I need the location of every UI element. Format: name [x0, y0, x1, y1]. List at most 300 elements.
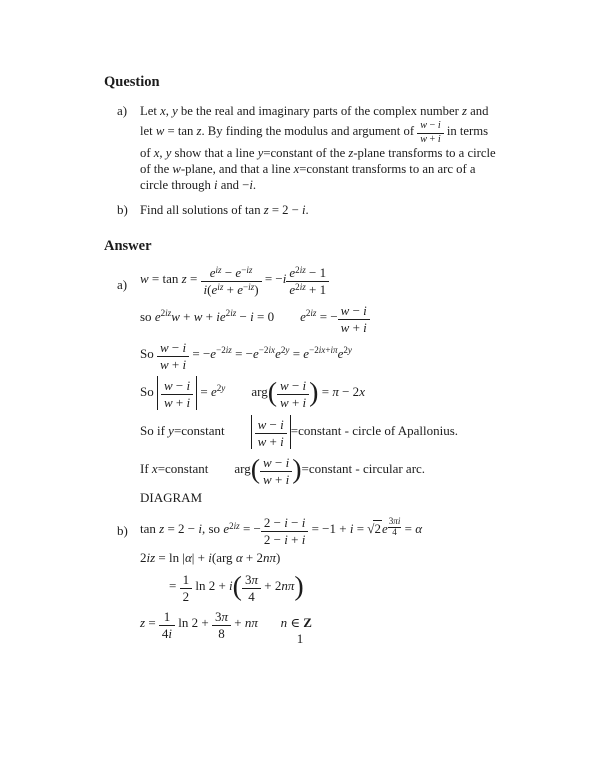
math-text: , — [165, 104, 173, 118]
math-text: + — [202, 308, 217, 324]
denominator — [417, 134, 443, 145]
math-variable: w — [171, 308, 180, 324]
math-text: + — [427, 134, 438, 146]
math-variable: i — [301, 203, 306, 218]
question-text-line — [140, 103, 564, 119]
math-variable: e — [289, 265, 296, 281]
answer-item-a — [104, 264, 564, 505]
math-variable: e — [289, 282, 296, 298]
math-line — [140, 551, 564, 566]
fraction — [388, 517, 402, 537]
math-variable: w — [420, 120, 427, 131]
math-text: −2 — [216, 345, 226, 356]
math-text: = 2 − — [164, 521, 199, 537]
question-item-b-body — [140, 202, 564, 218]
document-content — [104, 74, 564, 649]
math-variable: e — [154, 308, 161, 324]
math-text: − — [288, 377, 303, 393]
fraction — [180, 571, 193, 603]
math-variable: e — [223, 521, 230, 537]
numerator — [212, 608, 231, 626]
math-variable: y — [285, 345, 290, 356]
superscript — [309, 346, 338, 355]
math-variable: i — [229, 578, 233, 594]
math-text: + — [325, 345, 331, 356]
denominator — [201, 282, 262, 296]
math-variable: iz — [165, 308, 172, 319]
math-variable: iz — [217, 282, 224, 293]
math-line — [140, 454, 564, 486]
close-paren-icon: ) — [294, 571, 304, 603]
denominator — [157, 357, 189, 371]
numerator — [242, 571, 261, 589]
math-variable: iz — [230, 308, 237, 319]
math-variable: z — [196, 124, 202, 139]
math-variable: w — [263, 471, 272, 487]
math-text: + — [179, 308, 194, 324]
denominator — [286, 282, 329, 296]
fraction — [277, 377, 309, 409]
math-text: of the — [140, 162, 173, 177]
math-text: 4 — [392, 527, 397, 538]
paren-group — [268, 377, 319, 409]
math-variable: y — [165, 146, 172, 161]
math-text: − — [266, 416, 281, 432]
question-text-line — [140, 119, 564, 145]
math-text: and — [466, 104, 489, 118]
math-text: be the real and imaginary parts of the complex number — [177, 104, 463, 118]
superscript — [217, 384, 226, 393]
math-text: so — [140, 308, 155, 324]
math-variable: y — [168, 422, 174, 438]
math-variable: e — [300, 308, 306, 324]
math-text: − — [221, 265, 236, 281]
math-text: − — [241, 265, 247, 276]
math-text: − — [349, 302, 364, 318]
math-text: ln 2 + — [192, 578, 230, 594]
answer-item-b-label: b) — [117, 523, 128, 539]
numerator — [261, 514, 308, 532]
superscript — [216, 346, 232, 355]
numerator — [157, 339, 189, 357]
math-line — [169, 571, 564, 603]
math-variable: i — [437, 134, 441, 146]
fraction — [255, 416, 287, 448]
math-line — [140, 415, 564, 449]
math-variable: w — [257, 433, 267, 449]
math-variable: π — [221, 609, 228, 625]
question-text-line — [140, 177, 564, 193]
math-text: = — [169, 578, 180, 594]
math-variable: w — [340, 319, 350, 335]
math-text: -plane, and that a line — [180, 162, 294, 177]
math-text: −2 — [309, 345, 319, 356]
math-text: show that a line — [171, 146, 258, 161]
denominator — [161, 395, 193, 409]
close-paren-icon: ) — [292, 453, 302, 485]
math-text: 4 — [161, 626, 169, 642]
math-line — [140, 514, 564, 546]
math-text: 2 − — [263, 515, 285, 531]
math-text: =constant - circle of Apallonius. — [290, 422, 459, 438]
math-text: = — [353, 521, 368, 537]
fraction — [242, 571, 261, 603]
math-variable: w — [257, 416, 267, 432]
math-text: =constant transforms to an arc of a — [299, 162, 476, 177]
superscript — [229, 522, 240, 531]
math-text: = − — [261, 271, 283, 287]
denominator — [242, 589, 261, 603]
math-text: 2 − — [263, 532, 285, 548]
math-text: 2 — [374, 521, 381, 537]
math-variable: i — [280, 433, 284, 449]
math-variable: w — [163, 394, 173, 410]
math-variable: iz — [225, 345, 232, 356]
math-variable: y — [221, 383, 226, 394]
superscript — [295, 266, 306, 275]
absolute-value — [157, 376, 197, 410]
math-text: 2 — [280, 345, 286, 356]
math-variable: iz — [146, 550, 156, 566]
math-text: = ln | — [155, 550, 185, 566]
math-text: 2 — [295, 265, 300, 276]
superscript — [281, 346, 290, 355]
math-variable: i — [349, 521, 354, 537]
denominator — [180, 589, 193, 603]
math-text: −2 — [258, 345, 269, 356]
denominator — [260, 472, 292, 486]
math-variable: w — [280, 377, 289, 393]
math-text: ) — [276, 550, 281, 566]
math-text: − 2 — [338, 383, 360, 399]
math-variable: i — [168, 626, 173, 642]
math-variable: x — [151, 460, 158, 476]
answer-item-b — [104, 514, 564, 640]
math-text: + 1 — [305, 282, 327, 298]
math-variable: i — [186, 394, 191, 410]
math-variable: x — [359, 383, 365, 399]
math-variable: i — [250, 308, 254, 324]
math-text: 2 — [343, 345, 348, 356]
math-text: =constant of the — [263, 146, 349, 161]
math-variable: e — [237, 282, 243, 298]
math-variable: y — [257, 146, 264, 161]
denominator — [277, 395, 309, 409]
math-text: 2 — [225, 308, 231, 319]
numerator — [180, 571, 193, 589]
absolute-value — [251, 415, 291, 449]
math-variable: x — [153, 146, 160, 161]
fraction — [338, 302, 370, 334]
math-text: So if — [140, 422, 169, 438]
math-variable: i — [363, 319, 367, 335]
math-variable: i — [282, 271, 287, 287]
fraction — [261, 514, 308, 546]
math-variable: π — [251, 572, 258, 588]
math-text: 1 — [163, 609, 171, 625]
math-variable: ix — [268, 345, 276, 356]
math-text: ( — [207, 282, 212, 298]
math-variable: e — [337, 345, 344, 361]
math-variable: α — [184, 550, 192, 566]
math-text: So — [140, 345, 157, 361]
math-variable: nπ — [281, 578, 295, 594]
math-variable: i — [284, 532, 288, 548]
math-text: ) — [254, 282, 259, 298]
math-text: | + — [191, 550, 209, 566]
numerator — [201, 264, 262, 282]
math-variable: e — [210, 383, 217, 399]
math-line — [140, 264, 564, 296]
math-variable: w — [163, 377, 173, 393]
math-text: in terms — [443, 124, 489, 139]
math-text: 3 — [388, 516, 394, 527]
math-line — [140, 339, 564, 371]
math-variable: ix — [318, 345, 326, 356]
diagram-placeholder — [140, 491, 564, 506]
math-text: ∈ — [287, 615, 304, 631]
numerator — [277, 377, 309, 395]
math-variable: w — [280, 394, 289, 410]
math-text: + — [287, 532, 302, 548]
close-paren-icon: ) — [309, 376, 319, 408]
open-paren-icon: ( — [250, 453, 261, 485]
math-text: + — [349, 319, 364, 335]
superscript — [306, 309, 317, 318]
math-variable: w — [420, 134, 427, 146]
numerator — [161, 377, 193, 395]
math-text: 2 — [305, 308, 311, 319]
math-variable: e — [235, 265, 242, 281]
math-variable: i — [284, 515, 288, 531]
math-variable: i — [249, 178, 253, 193]
math-variable: x — [293, 162, 300, 177]
math-text: =constant - circular arc. — [301, 460, 426, 476]
answer-item-b-body — [140, 514, 564, 640]
math-variable: w — [172, 162, 181, 177]
question-text-line — [140, 145, 564, 161]
math-variable: i — [285, 471, 290, 487]
math-variable: iz — [246, 265, 253, 276]
math-text: , — [159, 146, 166, 161]
question-item-b-label: b) — [117, 202, 128, 218]
math-text: = − — [239, 521, 261, 537]
superscript — [295, 283, 306, 292]
math-text: = — [186, 271, 201, 287]
denominator — [261, 532, 308, 546]
superscript — [388, 517, 402, 537]
math-text: DIAGRAM — [140, 489, 203, 505]
math-variable: α — [415, 521, 423, 537]
math-text — [258, 615, 281, 630]
numerator — [260, 454, 292, 472]
question-item-b — [104, 202, 564, 218]
superscript — [226, 309, 237, 318]
math-text: Let — [140, 104, 161, 118]
math-text: of — [140, 146, 154, 161]
open-paren-icon: ( — [267, 376, 278, 408]
superscript — [241, 266, 252, 275]
numerator — [255, 416, 287, 434]
fraction — [201, 264, 262, 296]
math-text: − 1 — [305, 265, 327, 281]
math-variable: w — [340, 302, 350, 318]
math-variable: e — [209, 265, 216, 281]
math-text: =constant — [173, 422, 251, 438]
math-text: + — [172, 394, 187, 410]
math-text: + — [271, 471, 286, 487]
math-variable: w — [155, 124, 165, 139]
math-text: 2 — [140, 550, 147, 566]
math-text: and − — [217, 178, 250, 193]
math-text: − — [168, 339, 183, 355]
numerator — [338, 302, 370, 320]
math-variable: z — [263, 203, 269, 218]
fraction — [417, 119, 443, 145]
math-text: = tan — [164, 124, 197, 139]
math-variable: iz — [299, 265, 306, 276]
math-variable: πi — [393, 516, 401, 527]
math-variable: z — [462, 104, 467, 118]
question-item-a — [104, 103, 564, 193]
bold-symbol: Z — [303, 615, 312, 631]
fraction — [161, 377, 193, 409]
answer-heading: Answer — [104, 238, 152, 255]
math-variable: π — [332, 383, 339, 399]
math-variable: e — [210, 345, 217, 361]
math-variable: i — [280, 416, 284, 432]
math-variable: z — [348, 146, 354, 161]
math-variable: i — [213, 178, 218, 193]
math-text: If — [140, 460, 152, 476]
math-text — [225, 383, 251, 398]
math-text: . By finding the modulus and argument of — [201, 124, 418, 139]
math-variable: i — [437, 120, 441, 131]
superscript — [215, 266, 221, 275]
numerator — [417, 119, 443, 134]
math-text: = — [318, 383, 333, 399]
math-text: 2 — [160, 308, 166, 319]
math-text: + — [266, 433, 281, 449]
math-text: = − — [231, 345, 254, 361]
math-text: -plane transforms to a circle — [353, 146, 496, 161]
math-variable: e — [275, 345, 281, 361]
answer-item-a-label: a) — [117, 277, 128, 293]
math-variable: w — [159, 356, 169, 372]
fraction — [260, 454, 292, 486]
math-text: arg — [251, 383, 268, 399]
math-variable: e — [303, 345, 310, 361]
question-item-a-body — [140, 103, 564, 193]
math-text: = − — [316, 308, 338, 324]
math-variable: w — [159, 339, 169, 355]
numerator — [286, 264, 329, 282]
math-text: = 2 − — [268, 203, 302, 218]
math-text: + 2 — [242, 550, 263, 566]
math-text: = — [197, 383, 211, 399]
math-variable: i — [301, 532, 306, 548]
math-variable: e — [253, 345, 259, 361]
math-variable: nπ — [244, 615, 258, 631]
math-text: 1 — [182, 572, 190, 588]
math-text: let — [140, 124, 156, 139]
question-item-a-label: a) — [117, 103, 128, 118]
math-text: − — [172, 377, 187, 393]
denominator — [255, 434, 287, 448]
math-variable: nπ — [262, 550, 276, 566]
math-variable: n — [280, 615, 288, 631]
math-text: = 0 — [253, 308, 301, 324]
math-variable: w — [140, 271, 149, 287]
math-text: 8 — [218, 626, 225, 642]
math-variable: i — [186, 377, 191, 393]
radical-icon: √ — [367, 521, 375, 537]
math-text: + — [231, 615, 245, 631]
math-variable: i — [285, 454, 290, 470]
math-variable: i — [302, 377, 307, 393]
math-variable: i — [301, 515, 306, 531]
math-text: = − — [189, 345, 211, 361]
math-text: arg — [234, 460, 251, 476]
radicand — [373, 520, 382, 536]
math-variable: y — [347, 345, 352, 356]
math-text: − — [427, 120, 438, 131]
question-text-line — [140, 161, 564, 177]
math-variable: iz — [299, 282, 306, 293]
math-text: − — [236, 308, 251, 324]
math-variable: iz — [215, 265, 222, 276]
superscript — [343, 346, 352, 355]
math-text: 2 — [216, 383, 222, 394]
math-text: 3 — [244, 572, 252, 588]
math-text: + 2 — [261, 578, 282, 594]
math-text: = −1 + — [308, 521, 350, 537]
math-text: circle through — [140, 178, 214, 193]
numerator — [159, 608, 175, 626]
math-text: Find all solutions of tan — [140, 203, 264, 218]
answer-item-a-body — [140, 264, 564, 505]
math-variable: iπ — [330, 345, 338, 356]
question-heading: Question — [104, 74, 160, 90]
math-variable: α — [235, 550, 243, 566]
math-text: + — [168, 356, 183, 372]
math-variable: z — [140, 615, 146, 631]
paren-group — [251, 454, 302, 486]
math-variable: iz — [248, 282, 255, 293]
math-variable: i — [302, 394, 307, 410]
math-variable: x — [160, 104, 166, 118]
math-variable: e — [381, 521, 388, 537]
math-variable: e — [211, 282, 218, 298]
math-text: − — [287, 515, 302, 531]
math-variable: y — [172, 104, 178, 118]
math-variable: iz — [310, 308, 317, 319]
math-variable: z — [181, 271, 187, 287]
math-text: (arg — [211, 550, 236, 566]
superscript — [259, 346, 275, 355]
math-line — [140, 376, 564, 410]
open-paren-icon: ( — [232, 571, 242, 603]
math-variable: i — [208, 550, 212, 566]
square-root — [367, 522, 382, 537]
math-text: − — [271, 454, 286, 470]
math-text: 2 — [182, 589, 190, 605]
math-text: . — [252, 178, 257, 193]
paren-group — [233, 571, 304, 603]
math-variable: w — [193, 308, 203, 324]
math-variable: iz — [233, 521, 240, 532]
math-text: 2 — [295, 282, 300, 293]
